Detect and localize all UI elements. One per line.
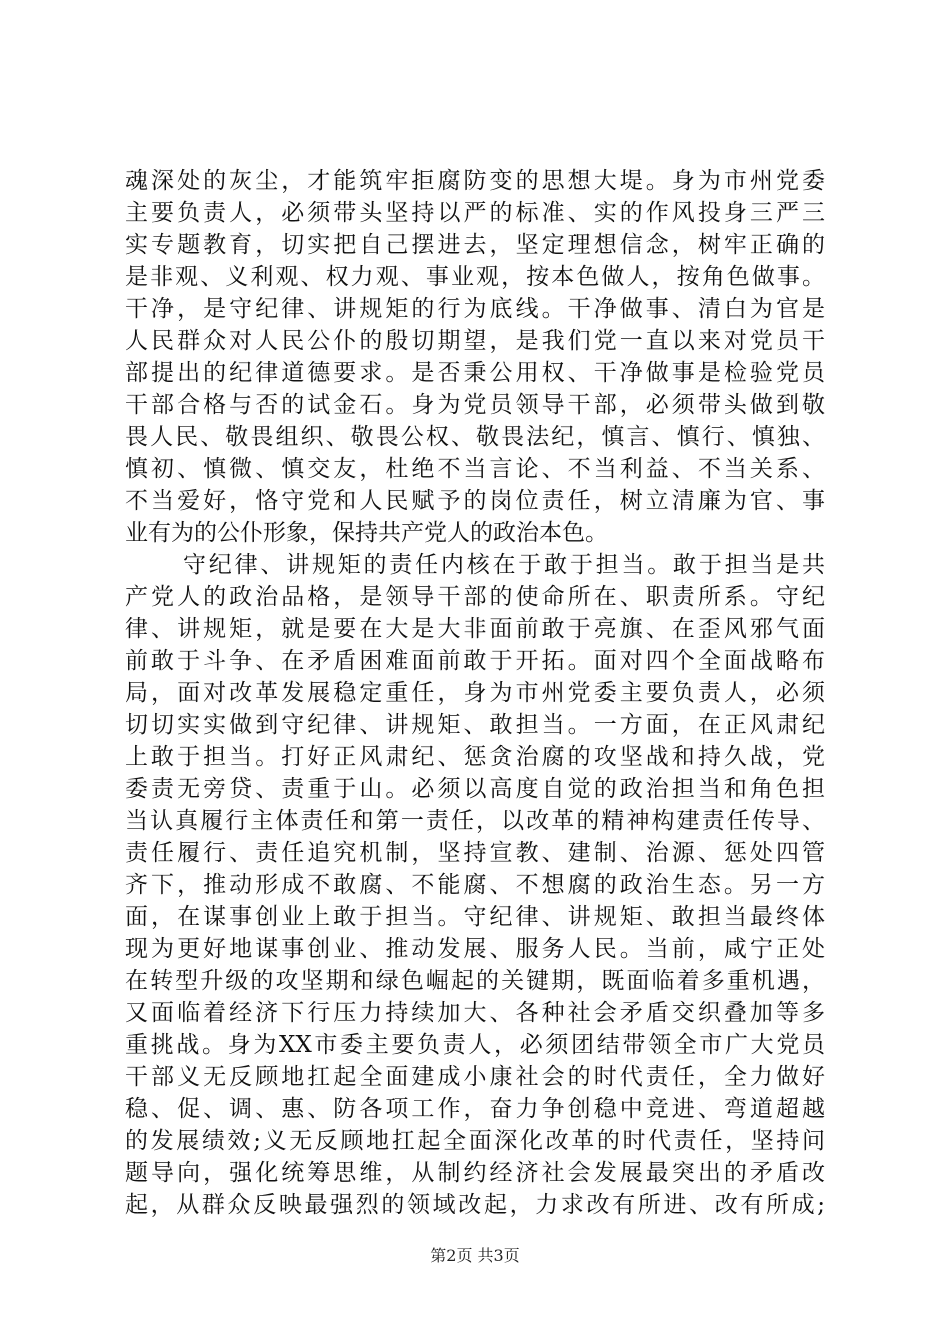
text-line: 业有为的公仆形象，保持共产党人的政治本色。 <box>125 520 608 546</box>
text-line: 前敢于斗争、在矛盾困难面前敢于开拓。面对四个全面战略布 <box>125 648 825 674</box>
text-line: 上敢于担当。打好正风肃纪、惩贪治腐的攻坚战和持久战，党 <box>125 744 825 770</box>
text-line: 稳、促、调、惠、防各项工作，奋力争创稳中竞进、弯道超越 <box>125 1096 825 1122</box>
text-line: 畏人民、敬畏组织、敬畏公权、敬畏法纪，慎言、慎行、慎独、 <box>125 424 825 450</box>
text-line: 产党人的政治品格，是领导干部的使命所在、职责所系。守纪 <box>125 584 825 610</box>
text-line: 慎初、慎微、慎交友，杜绝不当言论、不当利益、不当关系、 <box>125 456 825 482</box>
text-line: 现为更好地谋事创业、推动发展、服务人民。当前，咸宁正处 <box>125 936 825 962</box>
text-line: 人民群众对人民公仆的殷切期望，是我们党一直以来对党员干 <box>125 328 825 354</box>
text-line: 干净，是守纪律、讲规矩的行为底线。干净做事、清白为官是 <box>125 296 825 322</box>
page-footer <box>0 1244 950 1268</box>
paragraph-first-line: 守纪律、讲规矩的责任内核在于敢于担当。敢于担当是共 <box>183 552 825 578</box>
page-number-label: 第2页 共3页 <box>430 1246 520 1265</box>
text-line: 又面临着经济下行压力持续加大、各种社会矛盾交织叠加等多 <box>125 1000 825 1026</box>
text-line: 重挑战。身为XX市委主要负责人，必须团结带领全市广大党员 <box>125 1032 825 1058</box>
text-line: 的发展绩效;义无反顾地扛起全面深化改革的时代责任，坚持问 <box>125 1128 825 1154</box>
document-body <box>125 165 825 1221</box>
text-line: 齐下，推动形成不敢腐、不能腐、不想腐的政治生态。另一方 <box>125 872 825 898</box>
text-line: 干部义无反顾地扛起全面建成小康社会的时代责任，全力做好 <box>125 1064 825 1090</box>
text-line: 是非观、义利观、权力观、事业观，按本色做人，按角色做事。 <box>125 264 825 290</box>
text-line: 主要负责人，必须带头坚持以严的标准、实的作风投身三严三 <box>125 200 825 226</box>
text-line: 切切实实做到守纪律、讲规矩、敢担当。一方面，在正风肃纪 <box>125 712 825 738</box>
text-line: 题导向，强化统筹思维，从制约经济社会发展最突出的矛盾改 <box>125 1160 825 1186</box>
text-line: 在转型升级的攻坚期和绿色崛起的关键期，既面临着多重机遇， <box>125 968 825 994</box>
text-line: 局，面对改革发展稳定重任，身为市州党委主要负责人，必须 <box>125 680 825 706</box>
text-line: 部提出的纪律道德要求。是否秉公用权、干净做事是检验党员 <box>125 360 825 386</box>
text-line: 起，从群众反映最强烈的领域改起，力求改有所进、改有所成; <box>125 1192 825 1218</box>
text-line: 面，在谋事创业上敢于担当。守纪律、讲规矩、敢担当最终体 <box>125 904 825 930</box>
text-line: 干部合格与否的试金石。身为党员领导干部，必须带头做到敬 <box>125 392 825 418</box>
text-line: 不当爱好，恪守党和人民赋予的岗位责任，树立清廉为官、事 <box>125 488 825 514</box>
text-line: 责任履行、责任追究机制，坚持宣教、建制、治源、惩处四管 <box>125 840 825 866</box>
text-line: 当认真履行主体责任和第一责任，以改革的精神构建责任传导、 <box>125 808 825 834</box>
text-line: 律、讲规矩，就是要在大是大非面前敢于亮旗、在歪风邪气面 <box>125 616 825 642</box>
text-line: 实专题教育，切实把自己摆进去，坚定理想信念，树牢正确的 <box>125 232 825 258</box>
text-line: 魂深处的灰尘，才能筑牢拒腐防变的思想大堤。身为市州党委 <box>125 168 825 194</box>
text-line: 委责无旁贷、责重于山。必须以高度自觉的政治担当和角色担 <box>125 776 825 802</box>
